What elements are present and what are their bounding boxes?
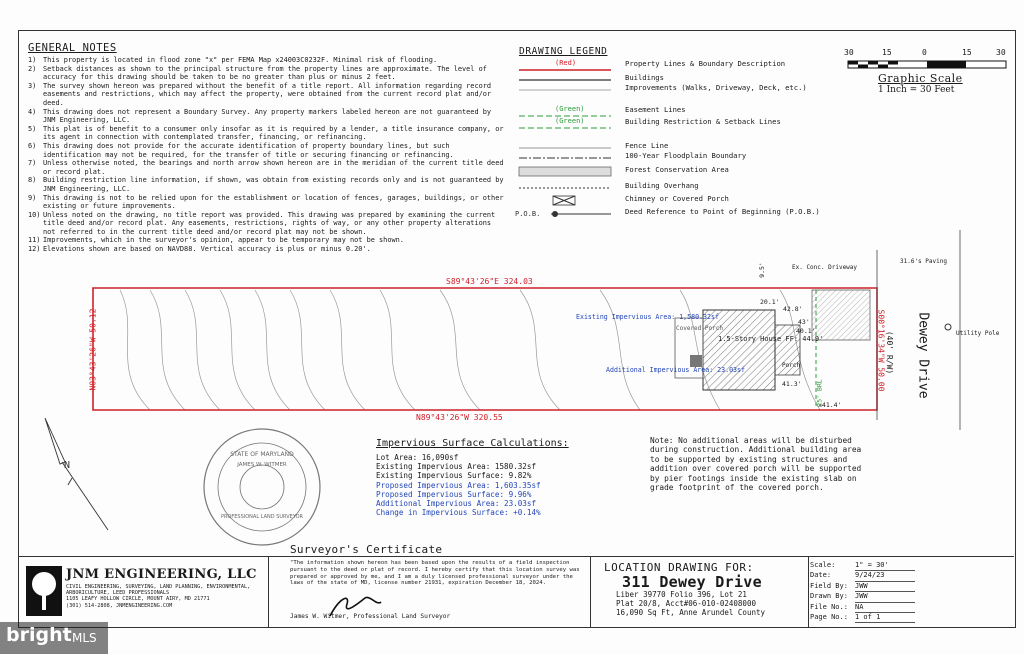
- general-notes-title: GENERAL NOTES: [28, 42, 117, 54]
- info-key: File No.:: [810, 602, 848, 611]
- seal-outer-text: STATE OF MARYLAND: [230, 451, 294, 458]
- brl-label: 25' BRL: [815, 379, 824, 407]
- legend-title: DRAWING LEGEND: [519, 46, 608, 57]
- info-row: [810, 561, 915, 571]
- info-value: 1" = 30': [855, 561, 915, 571]
- driveway-label: Ex. Conc. Driveway: [792, 264, 858, 271]
- note-number: 4): [28, 107, 37, 116]
- legend-text: Easement Lines: [625, 105, 686, 114]
- impervious-line: Proposed Impervious Area: 1,603.35sf: [376, 480, 541, 490]
- info-row: [810, 613, 915, 623]
- info-key: Field By:: [810, 581, 848, 590]
- dim-40: 40.1': [796, 327, 816, 335]
- location-title: LOCATION DRAWING FOR:: [604, 561, 754, 574]
- legend-symbol-label: (Green): [555, 117, 585, 125]
- impervious-title: Impervious Surface Calculations:: [376, 438, 569, 449]
- drawing-info-block: [810, 561, 915, 623]
- paving-label: 31.6's Paving: [900, 258, 947, 265]
- legend-text: Building Restriction & Setback Lines: [625, 117, 781, 126]
- impervious-calculations: [376, 453, 541, 517]
- note-text: This property is located in flood zone "x" per FEMA Map x24003C0232F. Minimal risk of flooding.: [43, 56, 438, 64]
- legend-text: Chimney or Covered Porch: [625, 194, 729, 203]
- location-line: 16,090 Sq Ft, Anne Arundel County: [616, 607, 766, 617]
- location-address: 311 Dewey Drive: [622, 573, 762, 591]
- impervious-line: Change in Impervious Surface: +0.14%: [376, 508, 541, 518]
- location-line: Liber 39770 Folio 396, Lot 21: [616, 590, 747, 599]
- info-value: NA: [855, 603, 915, 613]
- scale-tick-label: 15: [962, 48, 972, 57]
- street-name: Dewey Drive: [915, 312, 931, 399]
- house-outline: [703, 310, 775, 390]
- scale-subtitle: 1 Inch = 30 Feet: [878, 85, 955, 95]
- legend-text: Deed Reference to Point of Beginning (P.O.B.): [625, 207, 820, 216]
- surveyor-certificate-title: Surveyor's Certificate: [290, 543, 443, 556]
- legend-symbol-label: (Green): [555, 105, 585, 113]
- note-number: 3): [28, 81, 37, 90]
- company-logo: [26, 566, 62, 616]
- utility-pole-label: Utility Pole: [956, 330, 1000, 337]
- right-bearing: S00°16'34"W 50.00: [876, 309, 886, 392]
- north-label: N: [64, 460, 71, 471]
- note-text: Building restriction line information, if shown, was obtain from existing records only and is not guaranteed by JNM Engineering, LLC.: [43, 176, 504, 193]
- note-number: 12): [28, 245, 41, 254]
- company-name: JNM ENGINEERING, LLC: [66, 567, 257, 582]
- legend-symbol-label: P.O.B.: [515, 210, 541, 218]
- impervious-line: Additional Impervious Area: 23.03sf: [376, 499, 537, 509]
- legend-text: Building Overhang: [625, 181, 699, 190]
- note-number: 1): [28, 56, 37, 64]
- info-key: Scale:: [810, 561, 836, 569]
- impervious-line: Existing Impervious Area: 1580.32sf: [376, 462, 537, 472]
- note-number: 11): [28, 236, 41, 245]
- scale-tick-label: 15: [882, 48, 892, 57]
- info-row: [810, 603, 915, 613]
- info-value: 1 of 1: [855, 613, 915, 623]
- impervious-line: Proposed Impervious Surface: 9.96%: [376, 489, 532, 499]
- note-number: 8): [28, 176, 37, 185]
- seal-name-text: JAMES W. WITMER: [237, 462, 287, 468]
- legend-text: Fence Line: [625, 141, 669, 150]
- signature-line: James W. Witmer, Professional Land Surveyor: [290, 613, 451, 620]
- impervious-line: Existing Impervious Surface: 9.82%: [376, 471, 532, 481]
- dim-20: 20.1': [760, 298, 780, 306]
- covered-porch-label: Covered Porch: [676, 325, 723, 332]
- location-line: Plat 20/8, Acct#06-010-02408000: [616, 598, 756, 608]
- dim-41-4: x41.4': [818, 401, 842, 409]
- note-text: This drawing does not represent a Boundary Survey. Any property markers labeled hereon are not guaranteed by JNM Engineering, LLC.: [43, 107, 492, 125]
- seal-bottom-text: PROFESSIONAL LAND SURVEYOR: [220, 514, 304, 520]
- existing-impervious-label: Existing Impervious Area: 1,580.32sf: [576, 313, 719, 321]
- info-key: Date:: [810, 571, 832, 580]
- company-details: [66, 584, 266, 609]
- dim-42: 42.8': [783, 305, 803, 313]
- maryland-seal: [204, 429, 320, 545]
- info-key: Drawn By:: [810, 592, 848, 601]
- legend-text: Buildings: [625, 73, 664, 82]
- construction-note: Note: No additional areas will be disturbed during construction. Additional building area to be supported by existing structures and addition over covered porch will be supported by pier footings inside the existing slab on grade footprint of the covered porch.: [650, 436, 862, 493]
- note-text: Unless noted on the drawing, no title report was provided. This drawing was prepared by examining the current title deed and/or record plat. Any easements, restrictions, rights of way, or any other property alterations not referred to in the current title deed and/or record plat may not be shown.: [43, 210, 496, 236]
- note-text: This drawing is not to be relied upon for the establishment or location of fences, garages, buildings, or other existing or future improvements.: [43, 193, 504, 211]
- dim-9: 9.5': [757, 262, 766, 278]
- info-row: [810, 582, 915, 592]
- note-number: 9): [28, 193, 37, 202]
- note-text: Unless otherwise noted, the bearings and north arrow shown hereon are in the meridian of the current title deed or record plat.: [43, 159, 504, 176]
- scale-tick-label: 30: [844, 48, 854, 57]
- note-number: 7): [28, 159, 37, 168]
- note-text: Improvements, which in the surveyor's opinion, appear to be temporary may not be shown.: [43, 236, 404, 245]
- info-value: JWW: [855, 592, 915, 602]
- scale-tick-label: 0: [922, 48, 927, 57]
- info-row: [810, 571, 915, 581]
- street-row: (40' R/W): [885, 330, 895, 375]
- info-value: 9/24/23: [855, 571, 915, 581]
- legend-text: Property Lines & Boundary Description: [625, 59, 786, 68]
- note-text: This plat is of benefit to a consumer only insofar as it is required by a lender, a title insurance company, or its agent in connection with contemplated transfer, financing, or refinancing.: [43, 124, 504, 142]
- bottom-bearing: N89°43'26"W 320.55: [416, 413, 503, 422]
- scale-tick-label: 30: [996, 48, 1006, 57]
- note-text: The survey shown hereon was prepared without the benefit of a title report. All information regarding record easements and restrictions, which may affect the property, were obtained from the current record plat and/or deed.: [43, 81, 492, 107]
- legend-text: Forest Conservation Area: [625, 165, 729, 174]
- bright-mls-watermark: [0, 622, 108, 654]
- driveway-outline: [812, 290, 870, 340]
- watermark-sub: MLS: [72, 631, 97, 645]
- utility-pole-symbol: [945, 324, 951, 330]
- company-services: CIVIL ENGINEERING, SURVEYING, LAND PLANNING, ENVIRONMENTAL, ARBORICULTURE, LEED PROFESSIONALS: [66, 584, 251, 597]
- house-label: 1.5-Story House FF: 44.9': [718, 335, 824, 343]
- legend-text: Improvements (Walks, Driveway, Deck, etc.): [625, 83, 807, 92]
- note-number: 5): [28, 124, 37, 133]
- company-phone: (301) 514-2808, JNMENGINEERING.COM: [66, 602, 173, 609]
- note-text: This drawing does not provide for the accurate identification of property boundary lines, but such identification may not be required, for the transfer of title or securing financing or refinancing.: [43, 141, 454, 159]
- note-number: 6): [28, 141, 37, 150]
- additional-impervious-label: Additional Impervious Area: 23.03sf: [606, 366, 745, 374]
- note-number: 10): [28, 210, 41, 219]
- left-bearing: N03°43'26"W 50.12: [88, 308, 98, 391]
- info-key: Page No.:: [810, 613, 848, 622]
- note-text: Setback distances as shown to the principal structure from the property lines are approximate. The level of accuracy for this drawing should be taken to be no greater than plus or minus 2 feet.: [43, 64, 487, 82]
- north-arrow: [45, 418, 108, 530]
- company-address: 1105 LEAFY HOLLOW CIRCLE, MOUNT AIRY, MD 21771: [66, 596, 210, 603]
- info-row: [810, 592, 915, 602]
- impervious-line: Lot Area: 16,090sf: [376, 453, 459, 462]
- note-text: Elevations shown are based on NAVD88. Vertical accuracy is plus or minus 0.20'.: [43, 245, 371, 254]
- top-bearing: S89°43'26"E 324.03: [446, 277, 533, 286]
- certificate-text: "The information shown hereon has been based upon the results of a field inspection pursuant to the deed or plat of record. I hereby certify that this location survey was prepared or approved by me, and I am a duly licensed professional surveyor under the laws of the state of MD, license number 21931, expiration December 18, 2024.: [290, 560, 580, 587]
- porch-label: Porch: [782, 362, 801, 369]
- dim-41-3: 41.3': [782, 380, 802, 388]
- legend-text: 100-Year Floodplain Boundary: [625, 151, 747, 160]
- watermark-text: bright: [6, 624, 72, 646]
- legend-symbol-label: (Red): [555, 59, 577, 67]
- note-number: 2): [28, 64, 37, 73]
- dim-43: 43': [798, 318, 810, 326]
- scale-title: Graphic Scale: [878, 72, 963, 85]
- info-value: JWW: [855, 582, 915, 592]
- location-details: [616, 591, 765, 617]
